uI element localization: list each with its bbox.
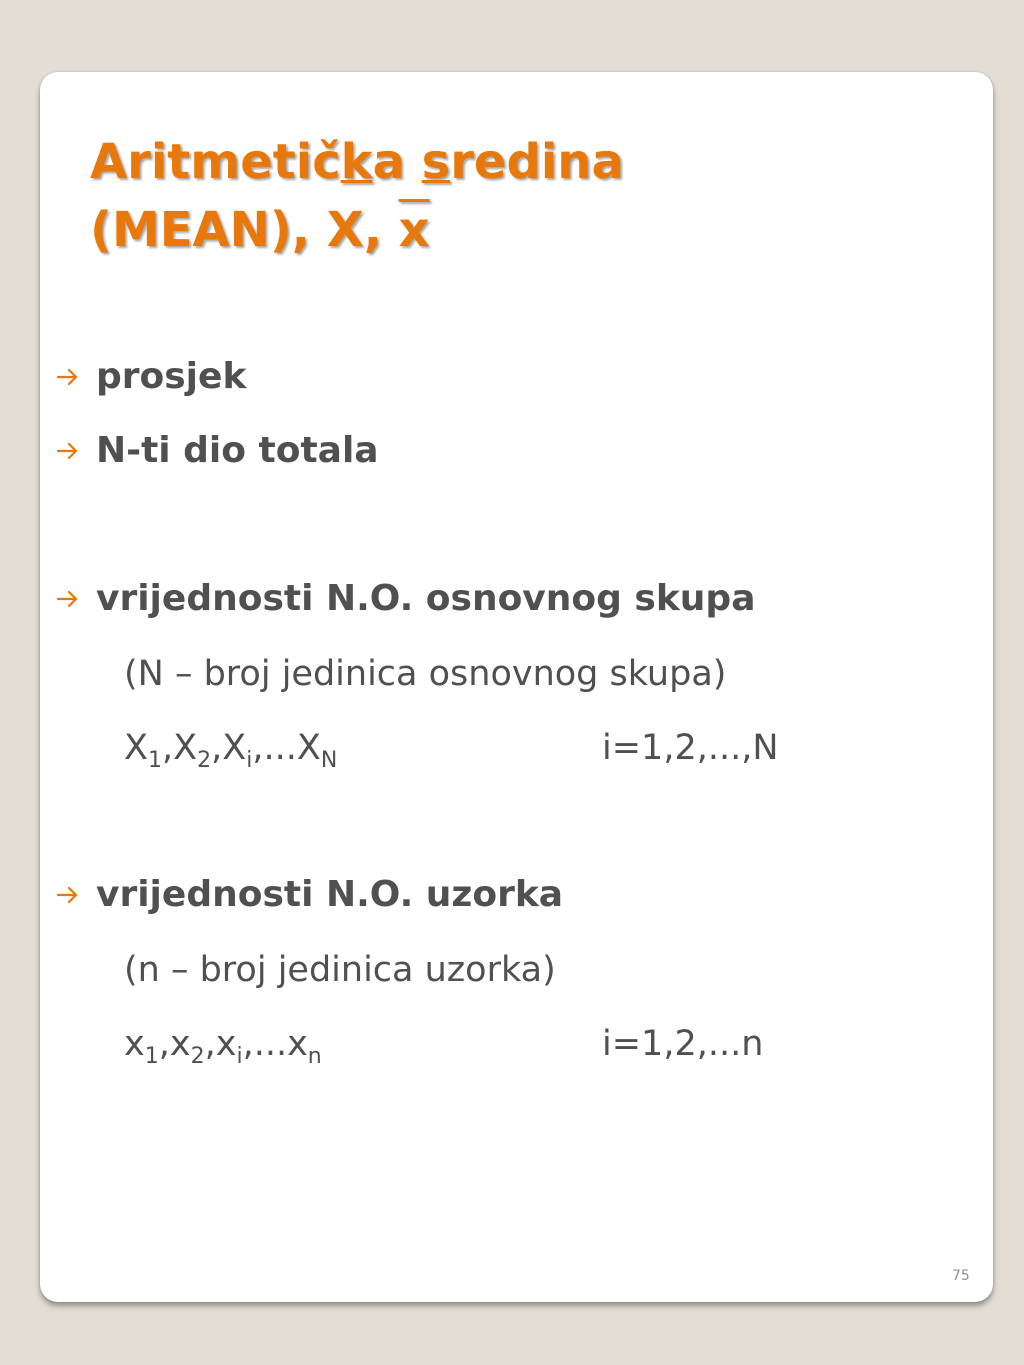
seq-symbol: x [287, 1024, 308, 1064]
arrow-right-icon [56, 365, 80, 389]
bullet-item [56, 874, 563, 915]
bullet-label: vrijednosti N.O. uzorka [96, 874, 564, 915]
arrow-right-icon [56, 883, 80, 907]
page-number: 75 [952, 1268, 970, 1284]
title-text: s [421, 134, 451, 190]
seq-index: 2 [197, 748, 212, 773]
seq-index: 1 [147, 748, 162, 773]
title-text: č [312, 134, 341, 190]
arrow-right-icon [56, 587, 80, 611]
bullet-item [56, 578, 756, 619]
seq-symbol: x [215, 1024, 237, 1064]
sample-note: (n – broj jedinica uzorka) [124, 950, 556, 990]
seq-symbol: X [222, 728, 247, 768]
arrow-right-icon [56, 439, 80, 463]
seq-index: n [307, 1044, 322, 1069]
population-sequence [124, 728, 338, 773]
seq-index: i [246, 748, 253, 773]
title-text: , [363, 202, 399, 258]
title-text: x [398, 202, 430, 258]
title-text: Aritmeti [90, 134, 313, 190]
bullet-label: prosjek [96, 356, 247, 397]
bullet-label: N-ti dio totala [96, 430, 379, 471]
sample-range: i=1,2,...n [602, 1024, 764, 1064]
seq-sep: , [204, 1024, 216, 1064]
title-line-2 [90, 196, 624, 264]
seq-symbol: x [124, 1024, 145, 1064]
seq-symbol: x [169, 1024, 191, 1064]
title-text: X [326, 202, 364, 258]
title-line-1 [90, 128, 624, 196]
bullet-label: vrijednosti N.O. osnovnog skupa [96, 578, 756, 619]
bullet-item [56, 356, 246, 397]
seq-symbol: X [296, 728, 321, 768]
seq-sep: , [158, 1024, 170, 1064]
seq-index: N [320, 748, 338, 773]
title-text: k [340, 134, 373, 190]
seq-sep: ,... [252, 728, 297, 768]
seq-index: 1 [144, 1044, 159, 1069]
bullet-item [56, 430, 379, 471]
title-text: (MEAN), [90, 202, 327, 258]
seq-sep: ,... [242, 1024, 288, 1064]
population-note: (N – broj jedinica osnovnog skupa) [124, 654, 727, 694]
title-text: a [372, 134, 422, 190]
sample-sequence [124, 1024, 322, 1069]
population-range: i=1,2,...,N [602, 728, 779, 768]
slide-title [90, 128, 624, 264]
seq-symbol: X [124, 728, 148, 768]
seq-index: 2 [190, 1044, 205, 1069]
seq-sep: , [161, 728, 174, 768]
seq-symbol: X [173, 728, 198, 768]
seq-index: i [236, 1044, 243, 1069]
title-text: redina [450, 134, 624, 190]
seq-sep: , [211, 728, 223, 768]
